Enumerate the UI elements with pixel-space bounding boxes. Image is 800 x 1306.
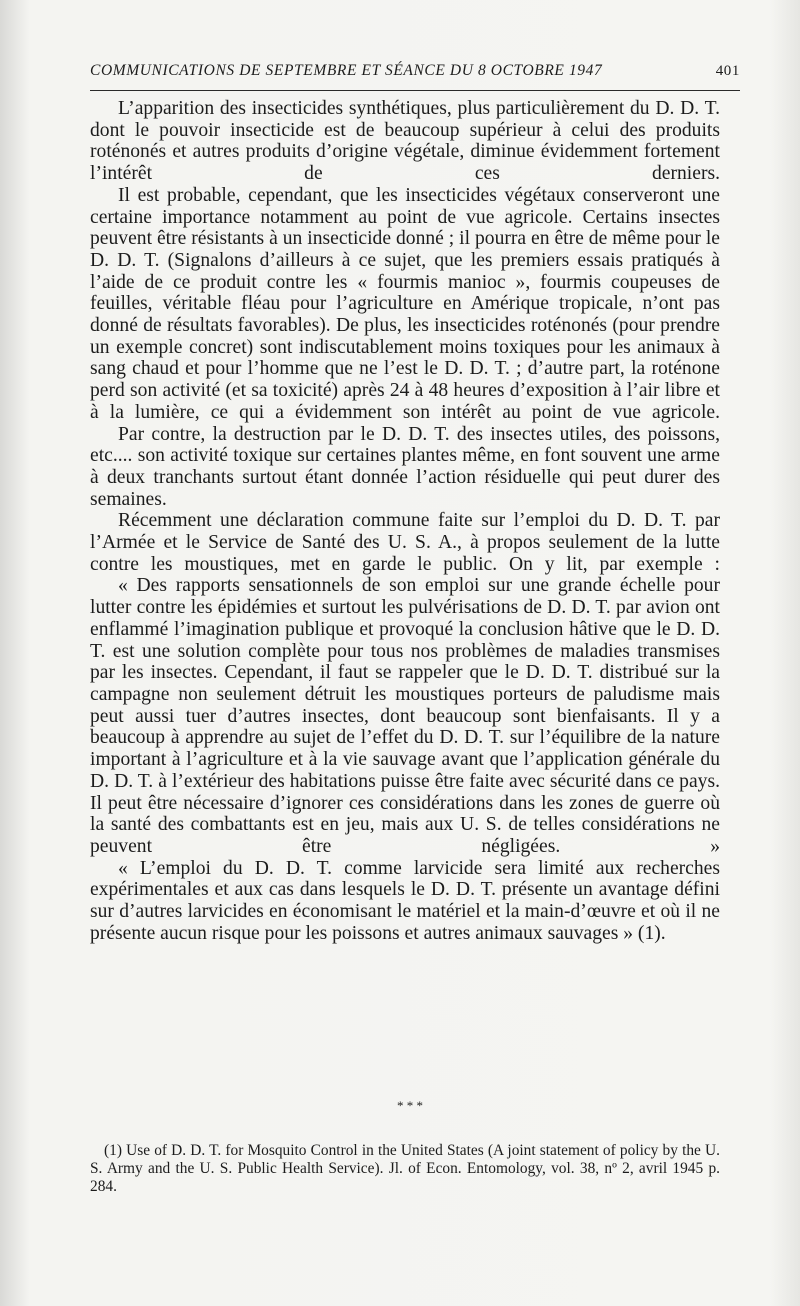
quotation-paragraph: « Des rapports sensationnels de son emploi sur une grande échelle pour lutter contre les épidémies et surtout les pulvérisations de D. D. T. par avion ont enflammé l’imagination publique et provoqué la conclusion hâtive que le D. D. T. est une solution complète pour tous nos problèmes de maladies transmises par les insectes. Cependant, il faut se rappeler que le D. D. T. distribué sur la campagne non seulement détruit les moustiques porteurs de paludisme mais peut aussi tuer d’autres insectes, dont beaucoup sont bienfaisants. Il y a beaucoup à apprendre au sujet de l’effet du D. D. T. sur l’équilibre de la nature important à l’agriculture et à la vie sauvage avant que l’application générale du D. D. T. à l’extérieur des habitations puisse être faite avec sécurité dans ce pays. Il peut être nécessaire d’ignorer ces considérations dans les zones de guerre où la santé des combattants est en jeu, mais aux U. S. de telles considérations ne peuvent être négligées. » xyxy=(90,575,720,857)
header-rule xyxy=(90,90,740,91)
body-text xyxy=(90,98,720,944)
asterism-separator xyxy=(380,1100,440,1112)
running-title: COMMUNICATIONS DE SEPTEMBRE ET SÉANCE DU 8 OCTOBRE 1947 xyxy=(90,62,603,79)
quotation-paragraph: « L’emploi du D. D. T. comme larvicide sera limité aux recherches expérimentales et aux cas dans lesquels le D. D. T. présente un avantage défini sur d’autres larvicides en économisant le matériel et la main-d’œuvre et où il ne présente aucun risque pour les poissons et autres animaux sauvages » (1). xyxy=(90,857,720,944)
page-number: 401 xyxy=(715,63,740,79)
paragraph: Il est probable, cependant, que les insecticides végétaux conserveront une certaine importance notamment au point de vue agricole. Certains insectes peuvent être résistants à un insecticide donné ; il pourra en être de même pour le D. D. T. (Signalons d’ailleurs à ce sujet, que les premiers essais pratiqués à l’aide de ce produit contre les « fourmis manioc », fourmis coupeuses de feuilles, véritable fléau pour l’agriculture en Amérique tropicale, n’ont pas donné de résultats favorables). De plus, les insecticides roténonés (pour prendre un exemple concret) sont indiscutablement moins toxiques pour les animaux à sang chaud et pour l’homme que ne l’est le D. D. T. ; d’autre part, la roténone perd son activité (et sa toxicité) après 24 à 48 heures d’exposition à l’air libre et à la lumière, ce qui a évidemment son intérêt au point de vue agricole. xyxy=(90,184,720,423)
paragraph: Par contre, la destruction par le D. D. T. des insectes utiles, des poissons, etc.... son activité toxique sur certaines plantes même, en font souvent une arme à deux tranchants surtout étant donnée l’action résiduelle qui peut durer des semaines. xyxy=(90,423,720,510)
footnote: (1) Use of D. D. T. for Mosquito Control in the United States (A joint statement of policy by the U. S. Army and the U. S. Public Health Service). Jl. of Econ. Entomology, vol. 38, nº 2, avril 1945 p. 284. xyxy=(90,1142,720,1195)
running-header xyxy=(90,62,740,80)
paragraph: L’apparition des insecticides synthétiques, plus particulièrement du D. D. T. dont le pouvoir insecticide est de beaucoup supérieur à celui des produits roténonés et autres produits d’origine végétale, diminue évidemment fortement l’intérêt de ces derniers. xyxy=(90,98,720,185)
paragraph: Récemment une déclaration commune faite sur l’emploi du D. D. T. par l’Armée et le Service de Santé des U. S. A., à propos seulement de la lutte contre les moustiques, met en garde le public. On y lit, par exemple : xyxy=(90,510,720,575)
asterism-separator-text: * * * xyxy=(397,1098,423,1113)
